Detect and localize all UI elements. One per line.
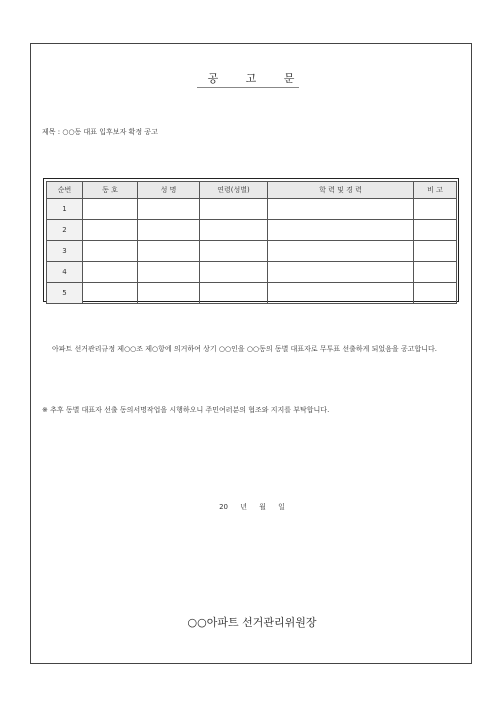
table-row [47,199,457,220]
header-age-gender: 연령(성별) [200,182,268,199]
cell-unit [83,199,138,220]
cell-remarks [414,199,457,220]
cell-education-career [268,241,414,262]
cell-education-career [268,283,414,304]
cell-education-career [268,220,414,241]
cell-age-gender [200,262,268,283]
cell-unit [83,283,138,304]
announcement-paragraph: 아파트 선거관리규정 제○○조 제○항에 의거하여 상기 ○○인을 ○○동의 동별 대표자로 무투표 선출하게 되었음을 공고합니다. [52,345,437,353]
row-number: 4 [47,262,83,283]
cell-education-career [268,199,414,220]
title-underline [197,87,299,88]
cell-name [138,262,200,283]
cell-name [138,220,200,241]
header-education-career: 학 력 및 경 력 [268,182,414,199]
table-row [47,241,457,262]
cell-name [138,283,200,304]
document-title: 공 고 문 [207,72,297,85]
row-number: 2 [47,220,83,241]
candidate-table [46,181,457,304]
header-number: 순번 [47,182,83,199]
candidate-table-frame [43,178,459,302]
cell-age-gender [200,199,268,220]
cell-remarks [414,283,457,304]
notice-note: ※ 추후 동별 대표자 선출 동의서명작업을 시행하오니 주민여러분의 협조와 지지를 부탁합니다. [42,406,330,414]
issuer-signature: ○○아파트 선거관리위원장 [187,616,317,629]
table-header-row [47,182,457,199]
table-row [47,283,457,304]
row-number: 1 [47,199,83,220]
cell-unit [83,220,138,241]
cell-remarks [414,220,457,241]
table-row [47,220,457,241]
cell-name [138,241,200,262]
row-number: 3 [47,241,83,262]
cell-education-career [268,262,414,283]
cell-remarks [414,241,457,262]
subject-line: 제목 : ○○동 대표 입후보자 확정 공고 [42,128,158,136]
header-unit: 동 호 [83,182,138,199]
cell-unit [83,241,138,262]
header-remarks: 비 고 [414,182,457,199]
cell-remarks [414,262,457,283]
cell-name [138,199,200,220]
header-name: 성 명 [138,182,200,199]
date-line: 20 년 월 일 [219,503,285,511]
cell-age-gender [200,220,268,241]
cell-age-gender [200,241,268,262]
table-row [47,262,457,283]
row-number: 5 [47,283,83,304]
cell-unit [83,262,138,283]
cell-age-gender [200,283,268,304]
